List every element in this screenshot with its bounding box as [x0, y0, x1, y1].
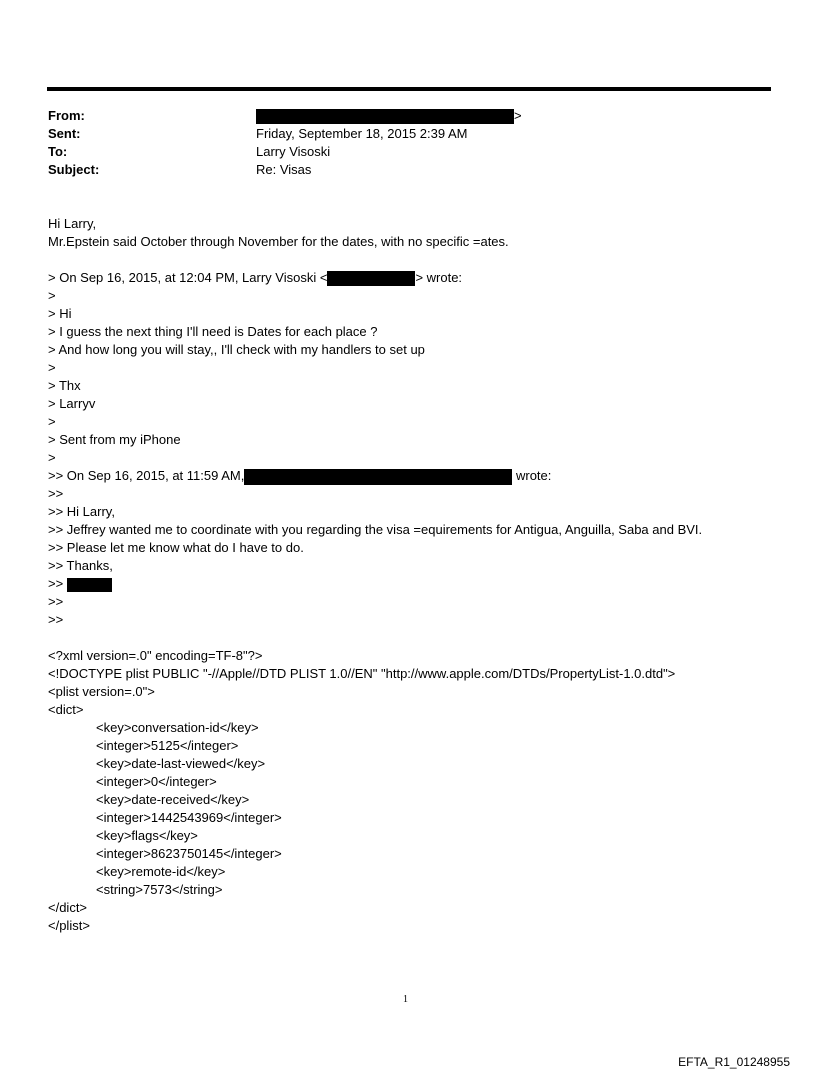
redaction-block: [327, 271, 415, 286]
subject-label: Subject:: [48, 162, 100, 177]
plist-open: <plist version=.0">: [48, 684, 155, 699]
quote-line: > Sent from my iPhone: [48, 432, 181, 447]
quote-signature: [48, 575, 112, 593]
greeting: Hi Larry,: [48, 216, 97, 231]
dict-open: <dict>: [48, 702, 84, 717]
quote-line: >>: [48, 612, 64, 627]
quote2-intro: [48, 467, 551, 485]
plist-entry: <key>date-last-viewed</key>: [96, 756, 266, 771]
quote-line: > Thx: [48, 378, 81, 393]
quote-signature-prefix: >>: [48, 576, 67, 591]
plist-entry: <integer>5125</integer>: [96, 738, 239, 753]
plist-entry: <key>conversation-id</key>: [96, 720, 259, 735]
quote-line: > And how long you will stay,, I'll check with my handlers to set up: [48, 342, 425, 357]
to-label: To:: [48, 144, 68, 159]
quote-line: >> Please let me know what do I have to do.: [48, 540, 304, 555]
redaction-block: [256, 109, 514, 124]
from-label: From:: [48, 108, 85, 123]
redaction-block: [244, 469, 512, 485]
xml-declaration: <?xml version=.0" encoding=TF-8"?>: [48, 648, 263, 663]
from-value: [256, 107, 522, 125]
quote-line: >> Hi Larry,: [48, 504, 115, 519]
plist-entry: <key>date-received</key>: [96, 792, 250, 807]
quote1-intro: [48, 269, 462, 287]
plist-entry: <integer>8623750145</integer>: [96, 846, 282, 861]
quote-line: >>: [48, 486, 64, 501]
from-suffix: >: [514, 108, 522, 123]
quote-line: > Larryv: [48, 396, 96, 411]
plist-entry: <integer>0</integer>: [96, 774, 217, 789]
quote1-intro-end: > wrote:: [415, 270, 463, 285]
quote-line: >> Thanks,: [48, 558, 113, 573]
redaction-block: [67, 578, 112, 592]
sent-label: Sent:: [48, 126, 81, 141]
quote-line: >> Jeffrey wanted me to coordinate with you regarding the visa =equirements for Antigua, Anguilla, Saba and BVI.: [48, 522, 703, 537]
reply-text: Mr.Epstein said October through November for the dates, with no specific =ates.: [48, 234, 509, 249]
quote-line: >: [48, 360, 56, 375]
plist-entry: <key>remote-id</key>: [96, 864, 226, 879]
plist-entry: <key>flags</key>: [96, 828, 198, 843]
quote1-intro-text: > On Sep 16, 2015, at 12:04 PM, Larry Visoski <: [48, 270, 328, 285]
to-value: Larry Visoski: [256, 144, 331, 159]
plist-entry: <integer>1442543969</integer>: [96, 810, 282, 825]
doctype-line: <!DOCTYPE plist PUBLIC "-//Apple//DTD PLIST 1.0//EN" "http://www.apple.com/DTDs/PropertyList-1.0.dtd">: [48, 666, 676, 681]
plist-close: </plist>: [48, 918, 90, 933]
quote-line: >: [48, 414, 56, 429]
dict-close: </dict>: [48, 900, 88, 915]
quote-line: >: [48, 288, 56, 303]
sent-value: Friday, September 18, 2015 2:39 AM: [256, 126, 468, 141]
document-id: EFTA_R1_01248955: [678, 1055, 790, 1069]
header-rule: [47, 87, 771, 91]
subject-value: Re: Visas: [256, 162, 312, 177]
quote-line: > I guess the next thing I'll need is Dates for each place ?: [48, 324, 378, 339]
quote2-intro-text: >> On Sep 16, 2015, at 11:59 AM,: [48, 468, 245, 483]
quote-line: >: [48, 450, 56, 465]
quote-line: >>: [48, 594, 64, 609]
page-number: 1: [403, 994, 408, 1005]
quote2-intro-end: wrote:: [512, 468, 552, 483]
quote-line: > Hi: [48, 306, 72, 321]
plist-entry: <string>7573</string>: [96, 882, 223, 897]
